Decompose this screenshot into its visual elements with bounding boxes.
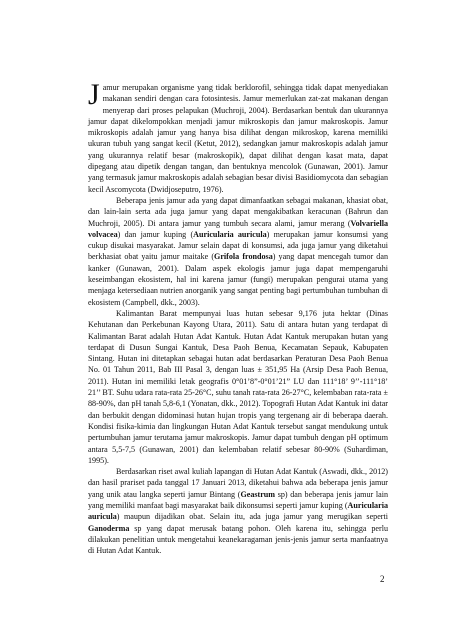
text-run: Beberapa jenis jamur ada yang dapat dimanfaatkan sebagai makanan, khasiat obat, dan lain-lain serta ada juga jamur yang dapat mengakibatkan keracunan (Bahrun dan Muchroji, 2005). Di antara jamur yang tumbuh secara alami, jamur merang (	[88, 195, 388, 228]
species-name: Auricularia auricula	[88, 500, 388, 522]
text-run: Berdasarkan riset awal kuliah lapangan di Hutan Adat Kantuk (Aswadi, dkk., 2012) dan hasil prariset pada tanggal 17 Januari 2013, diketahui bahwa ada beberapa jenis jamur yang unik atau langka seperti jamur Bintang (	[88, 467, 388, 499]
species-name: Auricularia auricula	[193, 229, 267, 239]
body-text	[88, 78, 388, 556]
species-name: Geastrum	[240, 489, 276, 499]
paragraph-1-text: amur merupakan organisme yang tidak berklorofil, sehingga tidak dapat menyediakan makanan sendiri dengan cara fotosintesis. Jamur memerlukan zat-zat makanan dengan menyerap dari proses pelapukan (Muchroji, 2004). Berdasarkan bentuk dan ukurannya jamur dapat dikelompokkan menjadi jamur mikroskopis dan jamur makroskopis. Jamur mikroskopis adalah jamur yang hanya bisa dilihat dengan mikroskop, karena memiliki ukuran tubuh yang sangat kecil (Ketut, 2012), sedangkan jamur makroskopis adalah jamur yang ukurannya relatif besar (makroskopik), dapat dilihat dengan kasat mata, dapat dipegang atau dipetik dengan tangan, dan bentuknya mencolok (Gunawan, 2001). Jamur yang termasuk jamur makroskopis adalah sebagian besar divisi Basidiomycota dan sebagian kecil Ascomycota (Dwidjoseputro, 1976).	[88, 83, 388, 194]
drop-cap: J	[88, 78, 100, 111]
paragraph-3	[88, 308, 388, 466]
text-run: sp yang dapat merusak batang pohon. Oleh karena itu, sehingga perlu dilakukan penelitian untuk mengetahui keanekaragaman jenis-jenis jamur serta manfaatnya di Hutan Adat Kantuk.	[88, 523, 388, 556]
paragraph-2	[88, 195, 388, 308]
paragraph-3-text: Kalimantan Barat mempunyai luas hutan sebesar 9,176 juta hektar (Dinas Kehutanan dan Perkebunan Kayong Utara, 2011). Satu di antara hutan yang terdapat di Kalimantan Barat adalah Hutan Adat Kantuk. Hutan Adat Kantuk merupakan hutan yang terdapat di Dusun Sungai Kantuk, Desa Paoh Benua, Kecamatan Sepauk, Kabupaten Sintang. Hutan ini ditetapkan sebagai hutan adat berdasarkan Peraturan Desa Paoh Benua No. 01 Tahun 2011, Bab III Pasal 3, dengan luas ± 351,95 Ha (Arsip Desa Paoh Benua, 2011). Hutan ini memiliki letak geografis 0°01’8”-0°01’21” LU dan 111°18’ 9’’-111°18’ 21’’ BT. Suhu udara rata-rata 25-26°C, suhu tanah rata-rata 26-27°C, kelembaban rata-rata ± 88-90%, dan pH tanah 5,8-6,1 (Yonatan, dkk., 2012). Topografi Hutan Adat Kantuk ini datar dan berbukit dengan didominasi hutan hujan tropis yang tergenang air di beberapa daerah. Kondisi fisika-kimia dan lingkungan Hutan Adat Kantuk tersebut sangat mendukung untuk pertumbuhan jamur terutama jamur makroskopis. Jamur dapat tumbuh dengan pH optimum antara 5,5-7,5 (Gunawan, 2001) dan kelembaban relatif sebesar 80-90% (Suhardiman, 1995).	[88, 308, 388, 465]
page-number: 2	[380, 574, 385, 584]
text-run: ) merupakan jamur konsumsi yang cukup disukai masyarakat. Jamur selain dapat di konsumsi, ada juga jamur yang diketahui berkhasiat obat yaitu jamur maitake (	[88, 229, 388, 262]
paragraph-4	[88, 466, 388, 556]
text-run: sp) dan beberapa jenis jamur lain yang memiliki manfaat bagi masyarakat baik dikonsumsi seperti jamur kuping (	[88, 489, 388, 510]
text-run: ) yang dapat mencegah tumor dan kanker (Gunawan, 2001). Dalam aspek ekologis jamur juga dapat mempengaruhi keseimbangan ekosistem, hal ini karena jamur (fungi) merupakan pengurai utama yang menjaga ketersediaan nutrien anorganik yang sangat penting bagi pertumbuhan tumbuhan di ekosistem (Campbell, dkk., 2003).	[88, 252, 388, 307]
species-name: Grifola frondosa	[214, 252, 273, 262]
text-run: ) dan jamur kuping (	[117, 229, 194, 239]
text-run: ) maupun dijadikan obat. Selain itu, ada juga jamur yang merugikan seperti	[116, 512, 388, 522]
species-name: Volvariella volvacea	[88, 218, 388, 239]
species-name: Ganoderma	[88, 523, 130, 533]
paragraph-1	[88, 78, 388, 195]
